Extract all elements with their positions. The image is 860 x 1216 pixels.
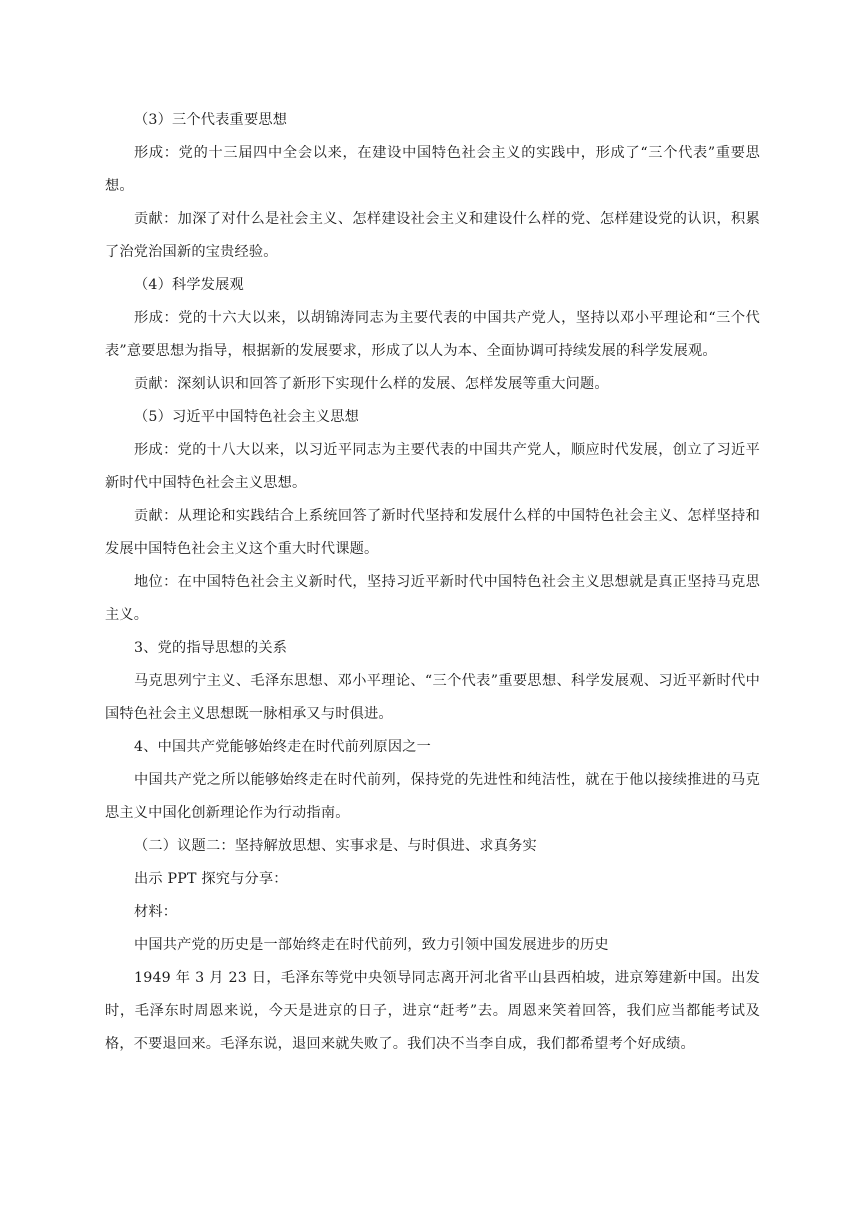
paragraph-material-summary: 中国共产党的历史是一部始终走在时代前列，致力引领中国发展进步的历史 <box>134 937 609 953</box>
paragraph-formation-scientific-outlook: 形成：党的十六大以来，以胡锦涛同志为主要代表的中国共产党人，坚持以邓小平理论和“三个代表”意要思想为指导，根据新的发展要求，形成了以人为本、全面协调可持续发展的科学发展观。 <box>105 310 760 359</box>
paragraph-contribution-three-represents: 贡献：加深了对什么是社会主义、怎样建设社会主义和建设什么样的党、怎样建设党的认识，积累了治党治国新的宝贵经验。 <box>105 211 760 260</box>
section-heading-xi-thought: （5）习近平中国特色社会主义思想 <box>134 409 360 425</box>
paragraph-status-xi-thought: 地位：在中国特色社会主义新时代，坚持习近平新时代中国特色社会主义思想就是真正坚持马克思主义。 <box>105 574 760 623</box>
paragraph-ppt-prompt: 出示 PPT 探究与分享： <box>134 871 288 887</box>
paragraph-formation-xi-thought: 形成：党的十八大以来，以习近平同志为主要代表的中国共产党人，顺应时代发展，创立了习近平新时代中国特色社会主义思想。 <box>105 442 760 491</box>
paragraph-contribution-xi-thought: 贡献：从理论和实践结合上系统回答了新时代坚持和发展什么样的中国特色社会主义、怎样坚持和发展中国特色社会主义这个重大时代课题。 <box>105 508 760 557</box>
paragraph-formation-three-represents: 形成：党的十三届四中全会以来，在建设中国特色社会主义的实践中，形成了“三个代表”重要思想。 <box>105 145 760 194</box>
paragraph-contribution-scientific-outlook: 贡献：深刻认识和回答了新形下实现什么样的发展、怎样发展等重大问题。 <box>134 376 609 392</box>
paragraph-material-label: 材料： <box>134 904 178 920</box>
section-heading-three-represents: （3）三个代表重要思想 <box>134 112 288 128</box>
section-heading-relationship: 3、党的指导思想的关系 <box>134 640 288 656</box>
section-heading-topic-two: （二）议题二：坚持解放思想、实事求是、与时俱进、求真务实 <box>134 838 537 854</box>
document-body <box>105 104 760 1061</box>
section-heading-reason: 4、中国共产党能够始终走在时代前列原因之一 <box>134 739 431 755</box>
paragraph-reason: 中国共产党之所以能够始终走在时代前列，保持党的先进性和纯洁性，就在于他以接续推进的马克思主义中国化创新理论作为行动指南。 <box>105 772 760 821</box>
paragraph-material-story: 1949 年 3 月 23 日，毛泽东等党中央领导同志离开河北省平山县西柏坡，进京筹建新中国。出发时，毛泽东时周恩来说，今天是进京的日子，进京“赶考”去。周恩来笑着回答，我们应当都能考试及格，不要退回来。毛泽东说，退回来就失败了。我们决不当李自成，我们都希望考个好成绩。 <box>105 970 760 1052</box>
section-heading-scientific-outlook: （4）科学发展观 <box>134 277 244 293</box>
paragraph-relationship: 马克思列宁主义、毛泽东思想、邓小平理论、“三个代表”重要思想、科学发展观、习近平新时代中国特色社会主义思想既一脉相承又与时俱进。 <box>105 673 760 722</box>
